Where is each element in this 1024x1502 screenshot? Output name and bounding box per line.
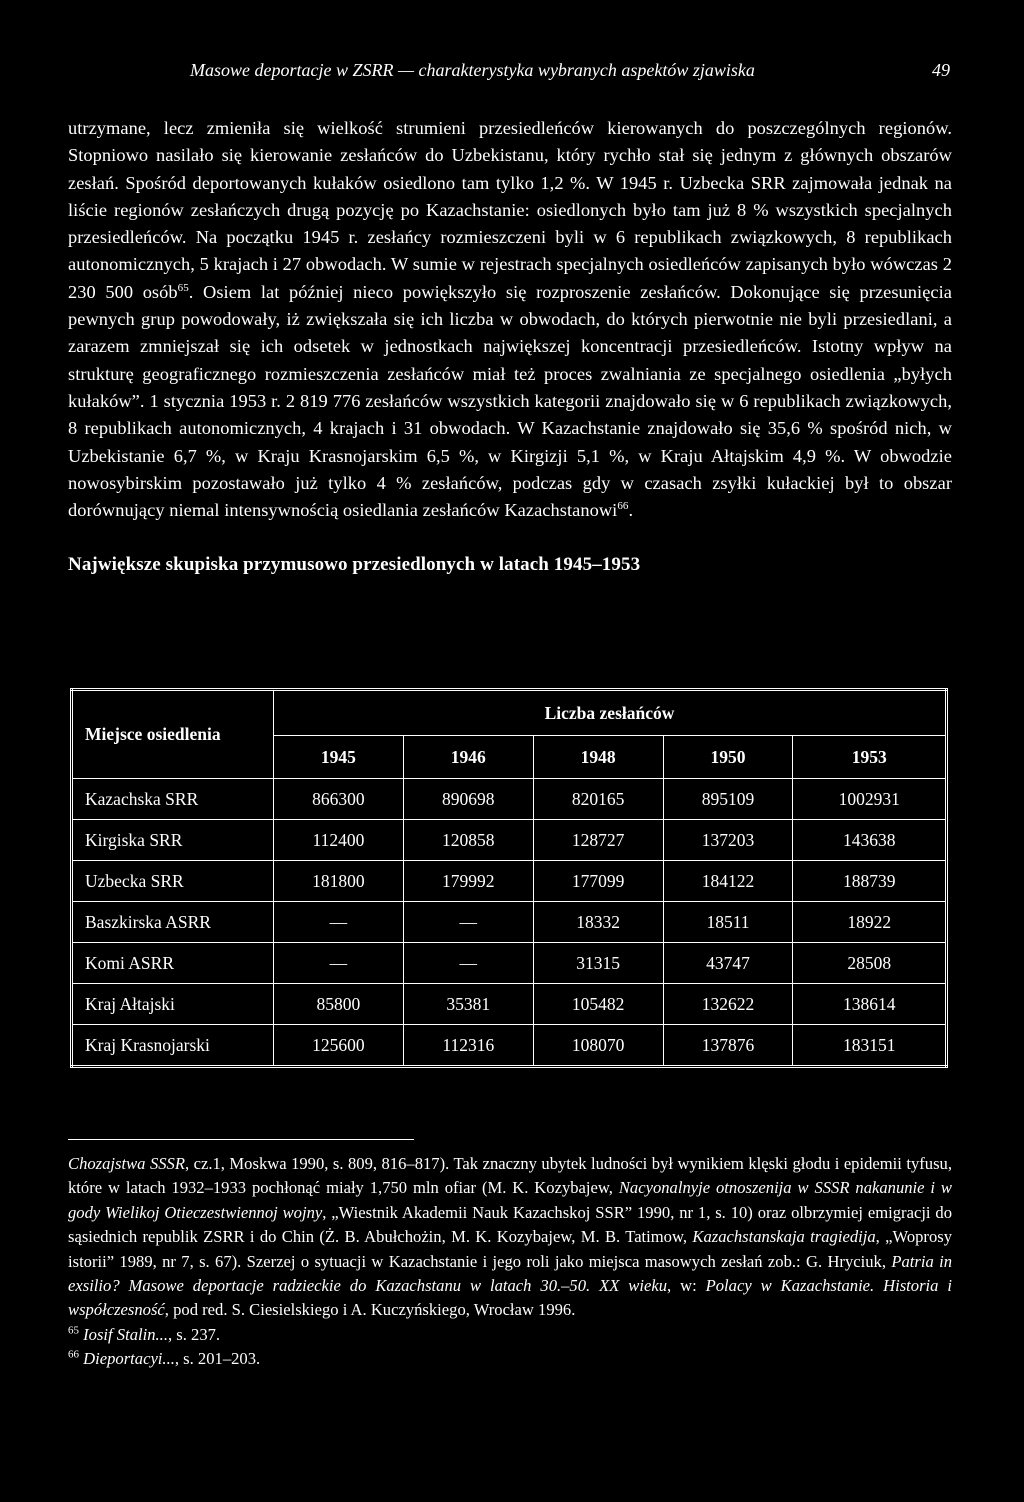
table-row xyxy=(72,779,947,820)
table-cell: — xyxy=(403,943,533,984)
footnote-continuation xyxy=(68,1152,952,1323)
table-row xyxy=(72,1025,947,1067)
footnote-text: , pod red. S. Ciesielskiego i A. Kuczyńskiego, Wrocław 1996. xyxy=(164,1300,576,1320)
table-cell: 183151 xyxy=(793,1025,947,1067)
row-place: Komi ASRR xyxy=(72,943,274,984)
table-cell: 18332 xyxy=(533,902,663,943)
year-header: 1950 xyxy=(663,736,793,779)
footnotes xyxy=(68,1152,952,1372)
paragraph-text-2: . Osiem lat później nieco powiększyło się rozproszenie zesłańców. Dokonujące się przesunięcia pewnych grup powodowały, iż zwiększała się ich liczba w obwodach, do których pierwotnie nie byli przesiedlani, a zarazem zmniejszał się ich odsetek w jednostkach największej koncentracji przesiedleńców. Istotny wpływ na strukturę geograficznego rozmieszczenia zesłańców miał też proces zwalniania ze specjalnego osiedlenia „byłych kułaków”. 1 stycznia 1953 r. 2 819 776 zesłańców wszystkich kategorii znajdowało się w 6 republikach związkowych, 8 republikach autonomicznych, 4 krajach i 31 obwodach. W Kazachstanie znajdowało się 35,6 % spośród nich, w Uzbekistanie 6,7 %, w Kraju Krasnojarskim 6,5 %, w Kirgizji 5,1 %, w Kraju Ałtajskim 4,9 %. W obwodzie nowosybirskim pozostawało już tylko 4 % zesłańców, podczas gdy w czasach zsyłki kułackiej był to obszar dorównujący niemal intensywnością osiedlania zesłańców Kazachstanowi xyxy=(68,281,952,521)
paragraph-text-1: utrzymane, lecz zmieniła się wielkość strumieni przesiedleńców kierowanych do poszczególnych regionów. Stopniowo nasilało się kierowanie zesłańców do Uzbekistanu, który rychło stał się jednym z głównych obszarów zesłań. Spośród deportowanych kułaków osiedlono tam tylko 1,2 %. W 1945 r. Uzbecka SRR zajmowała jednak na liście regionów zesłańczych drugą pozycję po Kazachstanie: osiedlonych było tam już 8 % wszystkich specjalnych przesiedleńców. Na początku 1945 r. zesłańcy rozmieszczeni byli w 6 republikach związkowych, 8 republikach autonomicznych, 5 krajach i 27 obwodach. W sumie w rejestrach specjalnych osiedleńców zapisanych było wówczas 2 230 500 osób xyxy=(68,118,952,302)
table-cell: 890698 xyxy=(403,779,533,820)
footnote-text: , w: xyxy=(667,1276,706,1296)
footnote-divider xyxy=(68,1139,414,1140)
table-cell: 137203 xyxy=(663,820,793,861)
footnote-ref-title: Iosif Stalin... xyxy=(83,1324,168,1344)
year-header: 1946 xyxy=(403,736,533,779)
deportees-table xyxy=(70,688,948,1068)
table-cell: 31315 xyxy=(533,943,663,984)
table-cell: — xyxy=(274,902,404,943)
table-cell: 188739 xyxy=(793,861,947,902)
table-row xyxy=(72,820,947,861)
table-cell: 35381 xyxy=(403,984,533,1025)
footnote-text: , s. 237. xyxy=(167,1324,221,1344)
table-row xyxy=(72,861,947,902)
table-row xyxy=(72,984,947,1025)
footnote-65 xyxy=(68,1323,952,1347)
page-number: 49 xyxy=(932,60,950,80)
table-cell: 181800 xyxy=(274,861,404,902)
paragraph-text-3: . xyxy=(628,500,634,521)
row-place: Kraj Krasnojarski xyxy=(72,1025,274,1067)
year-header: 1945 xyxy=(274,736,404,779)
year-header: 1948 xyxy=(533,736,663,779)
table-cell: 85800 xyxy=(274,984,404,1025)
row-place: Kirgiska SRR xyxy=(72,820,274,861)
table-cell: 179992 xyxy=(403,861,533,902)
table-cell: 112316 xyxy=(403,1025,533,1067)
table-cell: 132622 xyxy=(663,984,793,1025)
footnote-ref-title: Chozajstwa SSSR xyxy=(68,1154,185,1173)
column-group-header: Liczba zesłańców xyxy=(274,690,947,736)
footnote-ref-title: Kazachstanskaja tragiedija xyxy=(692,1227,876,1247)
footnote-ref-66[interactable]: 66 xyxy=(617,500,629,513)
table-cell: 18922 xyxy=(793,902,947,943)
running-head xyxy=(68,58,952,88)
running-head-title: Masowe deportacje w ZSRR — charakterystyka wybranych aspektów zjawiska xyxy=(190,60,755,80)
table-cell: 18511 xyxy=(663,902,793,943)
table-cell: 820165 xyxy=(533,779,663,820)
row-place: Baszkirska ASRR xyxy=(72,902,274,943)
table-cell: 128727 xyxy=(533,820,663,861)
footnote-ref-title: Nacyonalnyje otnoszenija w SSSR nakanunie i w gody Wielikoj Otieczestwiennoj wojny xyxy=(68,1178,952,1222)
footnote-66 xyxy=(68,1347,952,1371)
body-paragraph xyxy=(68,115,952,524)
table-cell: 112400 xyxy=(274,820,404,861)
table-cell: 143638 xyxy=(793,820,947,861)
table-cell: 105482 xyxy=(533,984,663,1025)
table-cell: 177099 xyxy=(533,861,663,902)
table-cell: 43747 xyxy=(663,943,793,984)
table-cell: 137876 xyxy=(663,1025,793,1067)
table-cell: 866300 xyxy=(274,779,404,820)
footnote-text: , s. 201–203. xyxy=(174,1349,261,1369)
table-cell: 28508 xyxy=(793,943,947,984)
table-cell: 895109 xyxy=(663,779,793,820)
column-header-place: Miejsce osiedlenia xyxy=(72,690,274,779)
table-cell: 108070 xyxy=(533,1025,663,1067)
footnote-ref-title: Dieportacyi... xyxy=(83,1349,175,1369)
footnote-ref-title: Patria in exsilio? Masowe deportacje radzieckie do Kazachstanu w latach 30.–50. XX wieku xyxy=(68,1251,952,1296)
table-cell: 125600 xyxy=(274,1025,404,1067)
table-cell: 1002931 xyxy=(793,779,947,820)
footnote-ref-title: Polacy w Kazachstanie. Historia i współczesność xyxy=(68,1276,952,1320)
row-place: Uzbecka SRR xyxy=(72,861,274,902)
row-place: Kazachska SRR xyxy=(72,779,274,820)
footnote-ref-65[interactable]: 65 xyxy=(177,281,189,294)
table-row xyxy=(72,943,947,984)
table-row xyxy=(72,902,947,943)
footnote-text: , cz.1, Moskwa 1990, s. 809, 816–817). Tak znaczny ubytek ludności był wynikiem klęski głodu i epidemii tyfusu, które w latach 1932–1933 pochłonąć miały 1,750 mln ofiar (M. K. Kozybajew, xyxy=(68,1154,953,1198)
table-cell: 120858 xyxy=(403,820,533,861)
footnote-text: , „Wiestnik Akademii Nauk Kazachskoj SSR” 1990, nr 1, s. 10) oraz olbrzymiej emigracji do sąsiednich republik ZSRR i do Chin (Ż. B. Abułchożin, M. K. Kozybajew, M. B. Tatimow, xyxy=(68,1202,952,1247)
row-place: Kraj Ałtajski xyxy=(72,984,274,1025)
table-cell: 138614 xyxy=(793,984,947,1025)
table-title: Największe skupiska przymusowo przesiedlonych w latach 1945–1953 xyxy=(68,554,641,576)
footnote-mark: 66 xyxy=(68,1348,79,1361)
table-cell: — xyxy=(274,943,404,984)
footnote-text: , „Woprosy istorii” 1989, nr 7, s. 67). Szerzej o sytuacji w Kazachstanie i jego roli jako miejsca masowych zesłań zob.: G. Hryciuk, xyxy=(68,1227,952,1271)
footnote-mark: 65 xyxy=(68,1324,79,1337)
page xyxy=(68,58,953,1369)
table-cell: 184122 xyxy=(663,861,793,902)
table-cell: — xyxy=(403,902,533,943)
year-header: 1953 xyxy=(793,736,947,779)
